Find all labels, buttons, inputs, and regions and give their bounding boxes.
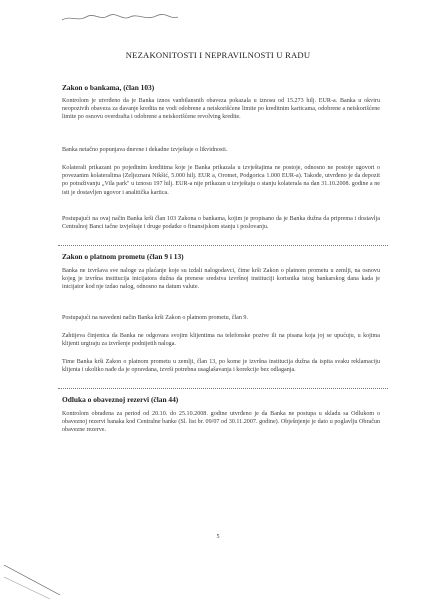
section-heading-zakon-o-platnom-prometu: Zakon o platnom prometu (član 9 i 13) <box>62 252 184 261</box>
section-divider <box>58 388 388 389</box>
scan-corner-mark <box>0 555 80 600</box>
paragraph: Postupajući na navedeni način Banka krši Zakon o platnom prometu, član 9. <box>62 315 248 321</box>
document-title: NEZAKONITOSTI I NEPRAVILNOSTI U RADU <box>125 50 311 60</box>
paragraph: Postupajući na ovaj način Banka krši član 103 Zakona o bankama, kojim je propisano da je Banka dužna da priprema i dostavlja Centralnoj Banci tačne izvještaje i druge podatke o finansijskom stanju i poslovanju. <box>62 216 380 231</box>
section-heading-odluka-o-obaveznoj-rezervi: Odluka o obaveznoj rezervi (član 44) <box>62 395 179 404</box>
section-divider <box>58 245 388 246</box>
paragraph: Time Banka krši Zakon o platnom prometu u zemlji, član 13, po kome je izvršna institucija dužna da ispita svaku reklamaciju klijenta i ukoliko nađe da je opravdana, izvrši potrebna usaglašavanja i korekcije bez odlaganja. <box>62 359 380 374</box>
paragraph: Kolaterali prikazani po pojedinim kreditima koje je Banka prikazala u izvještajima ne postoje, odnosno ne postoje ugovori o povezanim kolateralima (Zeljeznara Nikšić, 5.000 hilj. EUR a, Oromet, Podgorica 1.000 EUR-a). Takođe, utvrđeno je da depozit po potraživanju „Vila park" u iznosu 197 hilj. EUR-a nije prikazan u izvještaju o stanju kolaterala na dan 31.10.2008. godine a ne isti je dostavljen ugovor i analitička kartica. <box>62 165 380 196</box>
paragraph: Kontrolom obrađena za period od 20.10. do 25.10.2008. godine utvrđeno je da Banka ne postupa u skladu sa Odlukom o obaveznoj rezervi banaka kod Centralne banke (Sl. list br. 09/07 od 30.11.2007. godine). Obješnjenje je dato u poglavlju Obračun obavezne rezerve. <box>62 411 380 434</box>
paragraph: Banka netačno popunjava dnevne i dekadne izvještaje o likvidnosti. <box>62 147 228 153</box>
page-number: 5 <box>216 534 220 540</box>
handwritten-reference-mark <box>60 13 180 23</box>
paragraph: Kontrolom je utvrđeno da je Banka iznos vanbilansnih obaveza pokazala u iznosu od 15.273 hilj. EUR-a. Banka u okviru neopozivih obaveza za davanje kredita ne vodi odobrene a neiskorišćene limite po kreditnim karticama, odobrene a neiskorišćene limite po osnovu overdrafta i odobrene a neiskorišćene revolving kredite. <box>62 98 380 121</box>
paragraph: Banka ne izvršava sve naloge za plaćanje koje su izdali nalogodavci, čime krši Zakon o platnom prometu u zemlji, na osnovu kojeg je izvršna institucija inicijatora dužna da prenese sredstva izvršnoj instituciji korisnika istog bankarskog dana kada je inicijator kod nje izdao nalog, odnosno na datum valute. <box>62 268 380 291</box>
paragraph: Zahtijeva činjenica da Banka ne odgovara svojim klijentima na telefonske pozive ili na pisana koja joj se upućuju, u kojima klijenti urgiraju za izvršenje podnijetih naloga. <box>62 333 380 348</box>
section-heading-zakon-o-bankama: Zakon o bankama, (član 103) <box>62 83 155 92</box>
